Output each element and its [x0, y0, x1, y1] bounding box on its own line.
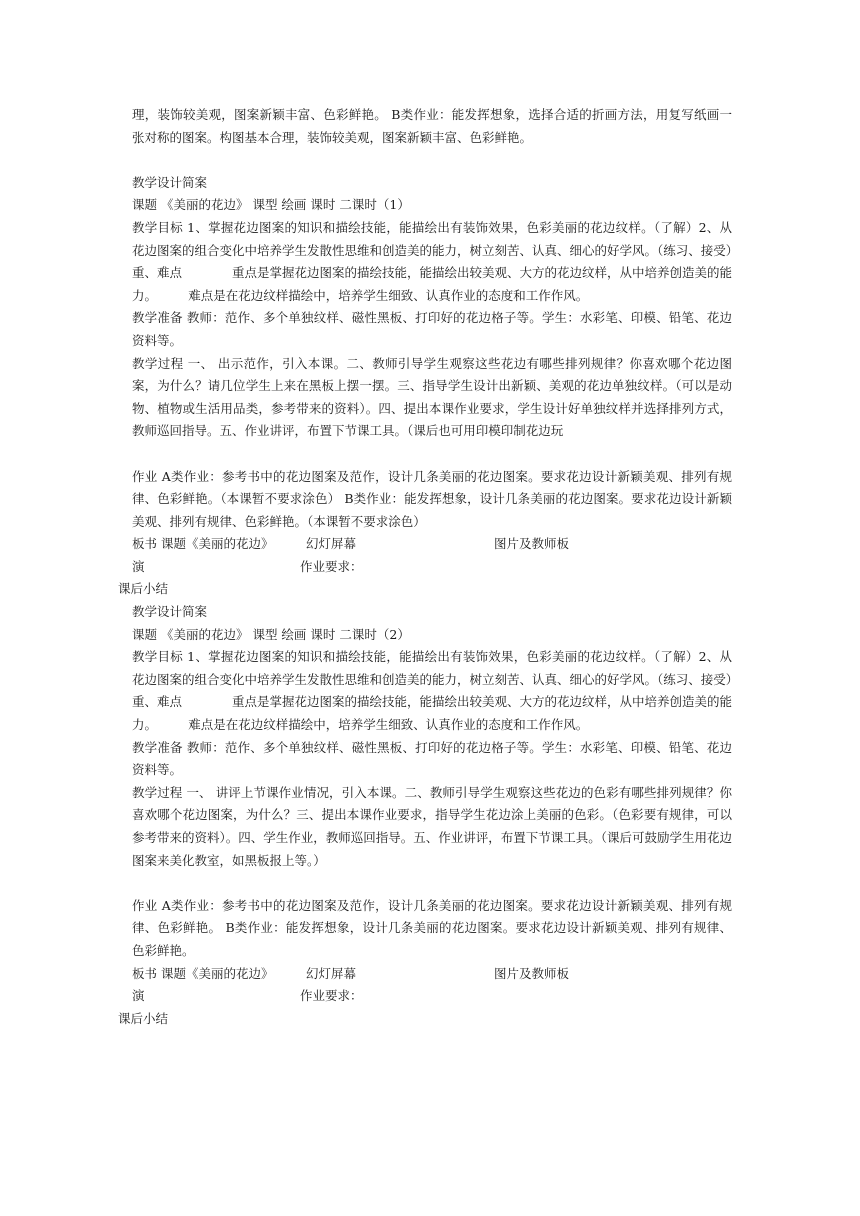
lesson1-board-row	[132, 533, 732, 556]
document-page	[118, 104, 739, 1030]
lesson1-goals: 教学目标 1、掌握花边图案的知识和描绘技能，能描绘出有装饰效果，色彩美丽的花边纹样。（了解）2、从花边图案的组合变化中培养学生发散性思维和创造美的能力，树立刻苦、认真、细心的好学风。（练习、接受）	[132, 219, 739, 258]
spacer	[132, 443, 732, 466]
lesson2-process: 教学过程 一、 讲评上节课作业情况，引入本课。二、教师引导学生观察这些花边的色彩有哪些排列规律？你喜欢哪个花边图案，为什么？三、提出本课作业要求，指导学生花边涂上美丽的色彩。（色彩要有规律，可以参考带来的资料）。四、学生作业，教师巡回指导。五、作业讲评，布置下节课工具。（课后可鼓励学生用花边图案来美化教室，如黑板报上等。）	[132, 784, 733, 868]
lesson2-board-slides: 幻灯屏幕	[306, 965, 357, 981]
lesson1-subject: 课题 《美丽的花边》 课型 绘画 课时 二课时（1）	[132, 197, 410, 213]
lesson2-summary: 课后小结	[118, 1010, 169, 1026]
spacer	[132, 149, 732, 172]
lesson1-process: 教学过程 一、 出示范作，引入本课。二、教师引导学生观察这些花边有哪些排列规律？你喜欢哪个花边图案，为什么？请几位学生上来在黑板上摆一摆。三、指导学生设计出新颖、美观的花边单独纹样。（可以是动物、植物或生活用品类，参考带来的资料）。四、提出本课作业要求，学生设计好单独纹样并选择排列方式，教师巡回指导。五、作业讲评，布置下节课工具。（课后也可用印模印制花边玩	[132, 355, 732, 439]
lesson2-prep: 教学准备 教师：范作、多个单独纹样、磁性黑板、打印好的花边格子等。学生：水彩笔、印模、铅笔、花边资料等。	[132, 739, 732, 778]
lesson2-subject: 课题 《美丽的花边》 课型 绘画 课时 二课时（2）	[132, 626, 410, 642]
lesson1-board-pictures: 图片及教师板	[494, 536, 570, 552]
lesson2-keypoints: 重、难点 重点是掌握花边图案的描绘技能，能描绘出较美观、大方的花边纹样，从中培养创造美的能力。 难点是在花边纹样描绘中，培养学生细致、认真作业的态度和工作作风。	[132, 694, 733, 733]
intro-paragraph: 理，装饰较美观，图案新颖丰富、色彩鲜艳。 B类作业：能发挥想象，选择合适的折画方法，用复写纸画一张对称的图案。构图基本合理，装饰较美观，图案新颖丰富、色彩鲜艳。	[132, 107, 732, 145]
lesson1-keypoints: 重、难点 重点是掌握花边图案的描绘技能，能描绘出较美观、大方的花边纹样，从中培养创造美的能力。 难点是在花边纹样描绘中，培养学生细致、认真作业的态度和工作作风。	[132, 265, 733, 303]
lesson2-board-title: 板书 课题《美丽的花边》	[132, 965, 274, 981]
lesson1-prep: 教学准备 教师：范作、多个单独纹样、磁性黑板、打印好的花边格子等。学生：水彩笔、印模、铅笔、花边资料等。	[132, 310, 732, 348]
lesson1-board-demo: 演	[132, 558, 145, 574]
spacer	[132, 872, 732, 895]
lesson1-board-title: 板书 课题《美丽的花边》	[132, 536, 274, 552]
lesson1-summary: 课后小结	[118, 581, 169, 597]
lesson2-heading: 教学设计简案	[132, 604, 208, 620]
lesson2-homework: 作业 A类作业：参考书中的花边图案及范作，设计几条美丽的花边图案。要求花边设计新颖美观、排列有规律、色彩鲜艳。 B类作业：能发挥想象，设计几条美丽的花边图案。要求花边设计新颖美观、排列有规律、色彩鲜艳。	[132, 897, 732, 958]
lesson2-board-homework-req: 作业要求：	[300, 988, 363, 1004]
lesson1-heading: 教学设计简案	[132, 174, 208, 190]
lesson2-board-demo: 演	[132, 988, 145, 1004]
lesson2-board-row-2	[132, 985, 732, 1008]
lesson1-board-slides: 幻灯屏幕	[306, 536, 357, 552]
lesson2-board-pictures: 图片及教师板	[494, 965, 570, 981]
lesson1-homework: 作业 A类作业：参考书中的花边图案及范作，设计几条美丽的花边图案。要求花边设计新颖美观、排列有规律、色彩鲜艳。（本课暂不要求涂色） B类作业：能发挥想象，设计几条美丽的花边图案。要求花边设计新颖美观、排列有规律、色彩鲜艳。（本课暂不要求涂色）	[132, 468, 732, 529]
lesson1-board-row-2	[132, 556, 732, 579]
lesson2-goals: 教学目标 1、掌握花边图案的知识和描绘技能，能描绘出有装饰效果，色彩美丽的花边纹样。（了解）2、从花边图案的组合变化中培养学生发散性思维和创造美的能力，树立刻苦、认真、细心的好学风。（练习、接受）	[132, 649, 739, 687]
lesson2-board-row	[132, 963, 732, 986]
lesson1-board-homework-req: 作业要求：	[300, 558, 363, 574]
